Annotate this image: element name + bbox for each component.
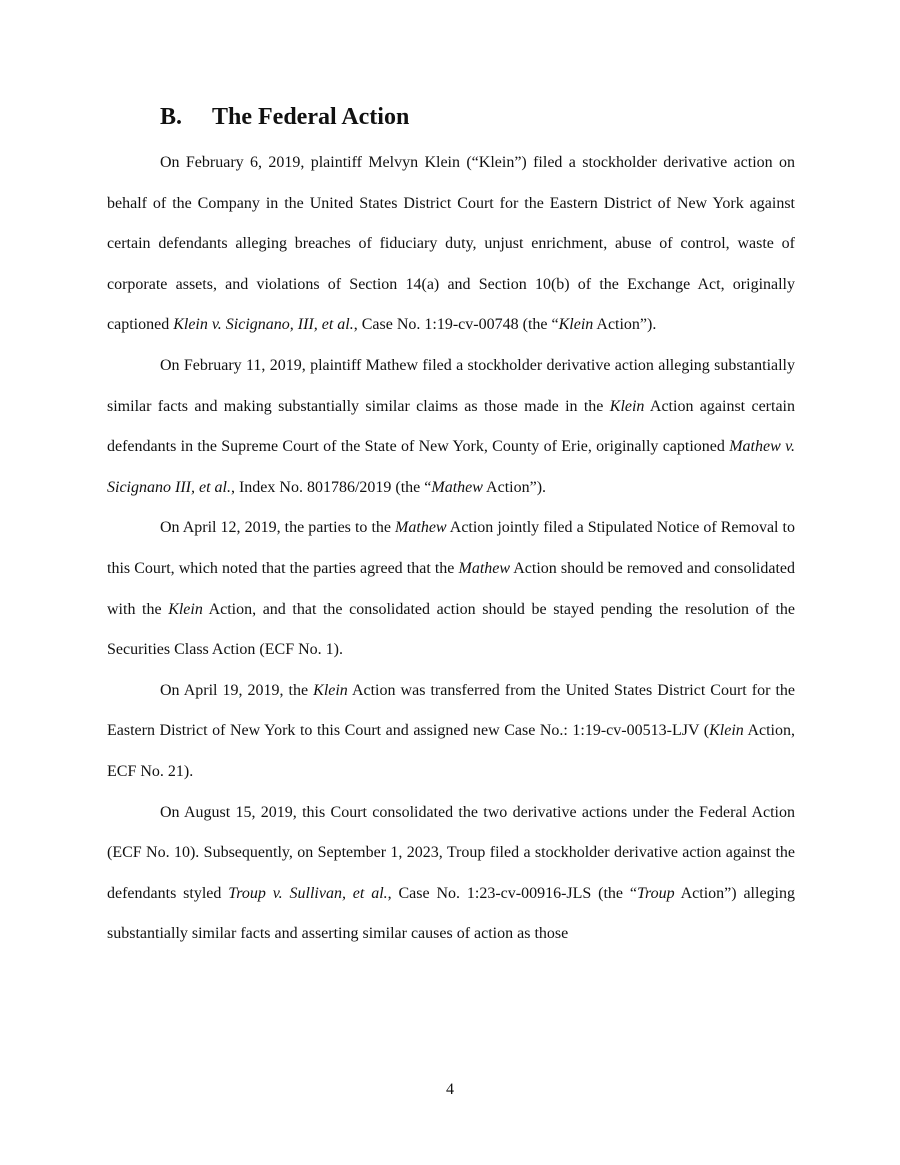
- paragraph-text: On April 19, 2019, the: [160, 681, 314, 699]
- paragraph-text: Action jointly filed a Stipulated Notice of Removal to this Court, which noted that the parties agreed that the: [107, 519, 795, 577]
- section-letter: B.: [160, 104, 183, 130]
- italic-citation: Mathew: [458, 559, 511, 577]
- section-title: The Federal Action: [212, 104, 410, 130]
- paragraph-text: Action should be removed and consolidated with the: [107, 559, 795, 618]
- paragraph-text: On April 12, 2019, the parties to the: [160, 519, 396, 537]
- paragraph-text: Action against certain defendants in the Supreme Court of the State of New York, County of Erie, originally captioned: [107, 397, 795, 456]
- paragraph-text: Action”) alleging substantially similar facts and asserting similar causes of action as those: [107, 884, 795, 943]
- paragraph-text: Action”).: [482, 478, 547, 496]
- italic-citation: Klein: [609, 397, 645, 415]
- italic-citation: Klein: [709, 722, 744, 740]
- italic-citation: Troup v. Sullivan, et al.: [228, 884, 388, 902]
- italic-citation: Mathew: [431, 478, 483, 496]
- italic-citation: Mathew v. Sicignano III, et al.: [107, 438, 795, 496]
- italic-citation: Klein v. Sicignano, III, et al.: [173, 316, 354, 334]
- paragraph-removal: [107, 508, 795, 670]
- paragraph-text: Action, ECF No. 21).: [107, 722, 795, 780]
- paragraph-consolidation: [107, 793, 795, 955]
- italic-citation: Klein: [313, 681, 348, 699]
- italic-citation: Mathew: [395, 519, 447, 537]
- italic-citation: Klein: [168, 600, 203, 618]
- italic-citation: Troup: [637, 884, 675, 902]
- paragraph-text: On February 11, 2019, plaintiff Mathew filed a stockholder derivative action alleging substantially similar facts and making substantially similar claims as those made in the: [107, 356, 795, 415]
- italic-citation: Klein: [558, 316, 594, 334]
- paragraph-text: On February 6, 2019, plaintiff Melvyn Klein (“Klein”) filed a stockholder derivative action on behalf of the Company in the United States District Court for the Eastern District of New York against certain defendants alleging breaches of fiduciary duty, unjust enrichment, abuse of control, waste of corporate assets, and violations of Section 14(a) and Section 10(b) of the Exchange Act, originally captioned: [107, 154, 795, 334]
- paragraph-text: On August 15, 2019, this Court consolidated the two derivative actions under the Federal Action (ECF No. 10). Subsequently, on September 1, 2023, Troup filed a stockholder derivative action against the defendants styled: [107, 803, 795, 902]
- paragraph-text: Action was transferred from the United States District Court for the Eastern District of New York to this Court and assigned new Case No.: 1:19-cv-00513-LJV (: [107, 681, 796, 740]
- page-number: 4: [446, 1081, 454, 1098]
- section-heading: [107, 102, 795, 132]
- page-body: [107, 102, 795, 955]
- paragraph-text: , Index No. 801786/2019 (the “: [230, 478, 432, 496]
- paragraph-transfer: [107, 671, 795, 793]
- paragraph-text: , Case No. 1:23-cv-00916-JLS (the “: [387, 884, 637, 902]
- paragraph-text: Action, and that the consolidated action should be stayed pending the resolution of the Securities Class Action (ECF No. 1).: [107, 600, 796, 659]
- paragraph-mathew-filing: [107, 346, 795, 508]
- paragraph-text: , Case No. 1:19-cv-00748 (the “: [353, 316, 559, 334]
- paragraph-klein-filing: [107, 143, 795, 346]
- paragraph-text: Action”).: [593, 316, 657, 334]
